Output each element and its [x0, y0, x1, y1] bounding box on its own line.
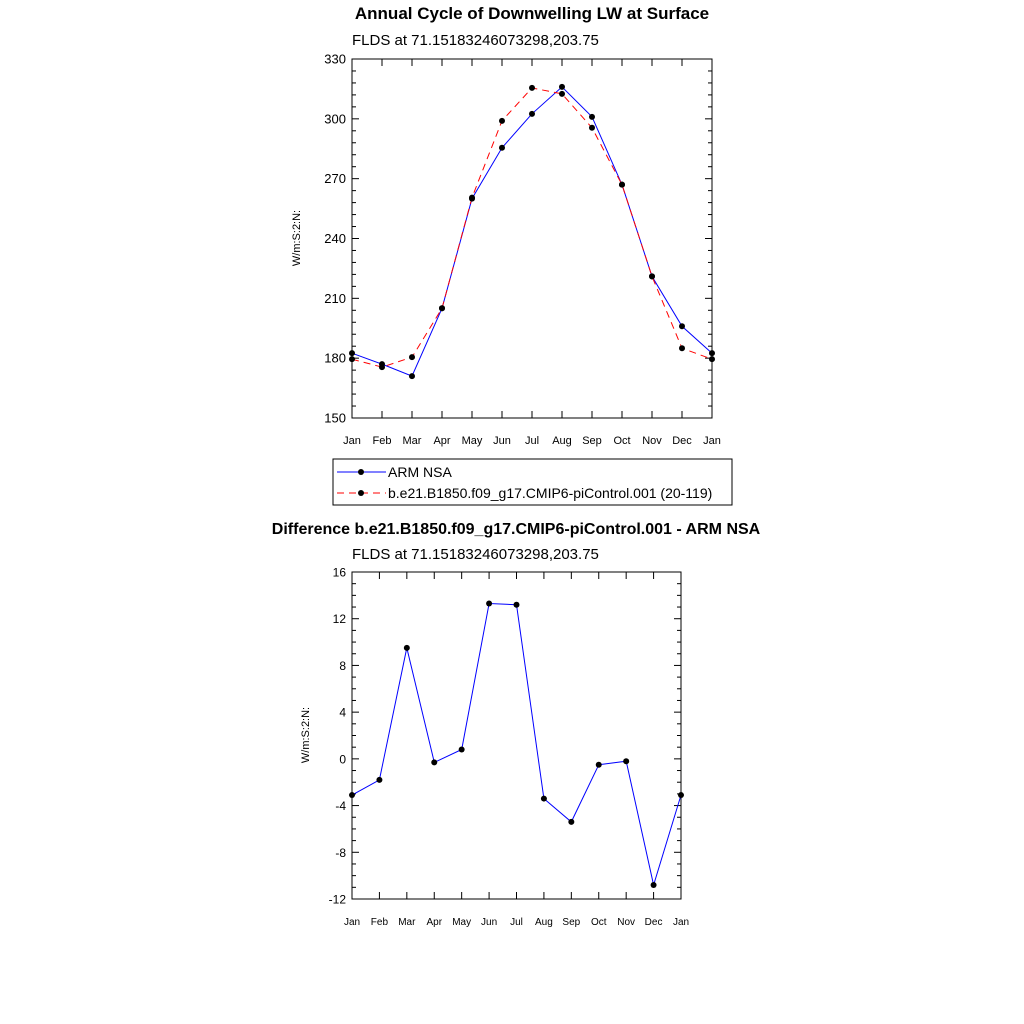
x-tick-label: Nov: [642, 435, 662, 447]
legend-label-model: b.e21.B1850.f09_g17.CMIP6-piControl.001 (20-119): [388, 485, 713, 501]
data-point-1: [409, 354, 415, 360]
data-point-0: [568, 819, 574, 825]
data-point-0: [514, 602, 520, 608]
y-tick-label: 180: [324, 350, 346, 366]
y-tick-label: 150: [324, 410, 346, 426]
x-tick-label: Jan: [703, 435, 721, 447]
chart-title: Difference b.e21.B1850.f09_g17.CMIP6-piControl.001 - ARM NSA: [271, 521, 761, 538]
data-point-1: [529, 85, 535, 91]
data-point-0: [431, 759, 437, 765]
chart-subtitle: FLDS at 71.15183246073298,203.75: [352, 546, 599, 563]
y-tick-label: 16: [332, 565, 346, 580]
y-axis-label: W/m:S:2:N:: [300, 706, 312, 764]
data-point-0: [499, 145, 505, 151]
x-tick-label: Jun: [493, 435, 511, 447]
data-point-0: [589, 114, 595, 120]
x-tick-label: Jul: [524, 435, 540, 447]
y-tick-label: 330: [324, 51, 346, 67]
y-axis-label: W/m:S:2:N:: [291, 209, 303, 267]
legend-marker-model: [358, 490, 364, 496]
data-point-0: [541, 796, 547, 802]
data-point-0: [679, 323, 685, 329]
x-tick-label: May: [452, 917, 472, 928]
x-tick-label: Feb: [372, 435, 392, 447]
y-tick-label: 300: [324, 111, 346, 127]
x-tick-label: May: [461, 435, 483, 447]
data-point-0: [651, 882, 657, 888]
legend-marker-arm: [358, 469, 364, 475]
difference-panel: [272, 521, 761, 928]
data-point-1: [499, 118, 505, 124]
x-tick-label: Apr: [426, 917, 443, 928]
chart-title: Annual Cycle of Downwelling LW at Surface: [354, 4, 710, 23]
x-tick-label: Jan: [343, 435, 361, 447]
data-point-0: [678, 792, 684, 798]
x-tick-label: Sep: [562, 917, 581, 928]
data-point-1: [619, 182, 625, 188]
data-point-0: [623, 758, 629, 764]
y-tick-label: 4: [339, 705, 346, 720]
y-tick-label: 8: [339, 658, 346, 673]
x-tick-label: Apr: [433, 435, 451, 447]
x-tick-label: Jul: [510, 917, 523, 928]
annual-cycle-panel: [291, 4, 721, 447]
data-point-1: [679, 345, 685, 351]
y-tick-label: 0: [339, 752, 346, 767]
data-point-1: [709, 356, 715, 362]
y-tick-label: 270: [324, 171, 346, 187]
y-tick-label: -8: [335, 845, 346, 860]
data-point-1: [649, 273, 655, 279]
data-point-1: [589, 125, 595, 131]
series-line-0: [352, 87, 712, 376]
series-line-0: [352, 604, 681, 886]
plot-frame: [352, 572, 681, 899]
data-point-0: [596, 762, 602, 768]
y-tick-label: -12: [328, 892, 346, 907]
x-tick-label: Oct: [613, 435, 631, 447]
x-tick-label: Jun: [481, 917, 498, 928]
data-point-0: [709, 350, 715, 356]
data-point-1: [349, 356, 355, 362]
data-point-0: [349, 350, 355, 356]
x-tick-label: Feb: [370, 917, 389, 928]
series-line-1: [352, 88, 712, 367]
x-tick-label: Nov: [617, 917, 636, 928]
legend-label-arm: ARM NSA: [388, 464, 452, 480]
chart-subtitle: FLDS at 71.15183246073298,203.75: [352, 32, 599, 49]
x-tick-label: Dec: [672, 435, 692, 447]
x-tick-label: Dec: [644, 917, 663, 928]
plot-area: [329, 566, 689, 929]
data-point-1: [439, 305, 445, 311]
data-point-1: [559, 91, 565, 97]
data-point-0: [486, 601, 492, 607]
data-point-0: [349, 792, 355, 798]
plot-area: [324, 52, 721, 448]
data-point-0: [376, 777, 382, 783]
x-tick-label: Aug: [535, 917, 553, 928]
x-tick-label: Jan: [343, 917, 361, 928]
x-tick-label: Sep: [582, 435, 602, 447]
data-point-1: [469, 195, 475, 201]
data-point-0: [529, 111, 535, 117]
data-point-0: [404, 645, 410, 651]
y-tick-label: 240: [324, 231, 346, 246]
x-tick-label: Aug: [552, 435, 572, 447]
x-tick-label: Mar: [402, 435, 422, 447]
x-tick-label: Jan: [672, 917, 690, 928]
data-point-0: [409, 373, 415, 379]
legend: [333, 459, 732, 505]
x-tick-label: Oct: [590, 917, 607, 928]
data-point-0: [459, 747, 465, 753]
data-point-1: [379, 364, 385, 370]
y-tick-label: 12: [332, 612, 346, 627]
x-tick-label: Mar: [398, 917, 416, 928]
y-tick-label: -4: [335, 799, 346, 814]
y-tick-label: 210: [324, 290, 346, 306]
data-point-0: [559, 84, 565, 90]
